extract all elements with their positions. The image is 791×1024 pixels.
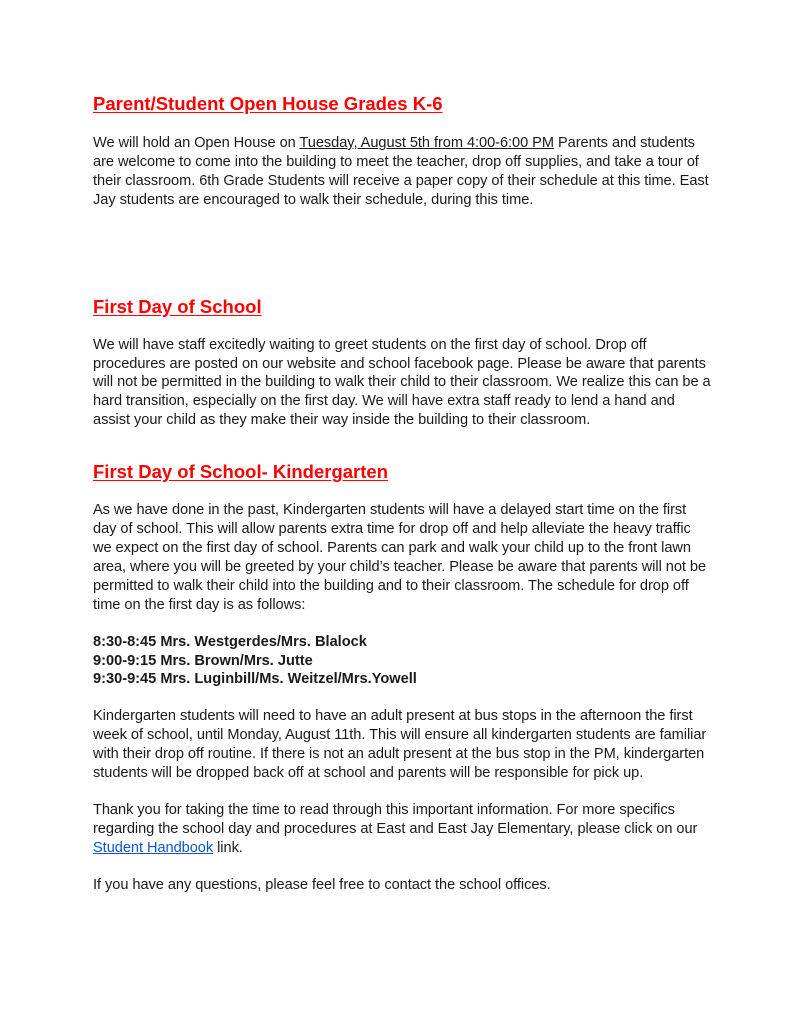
kindergarten-heading: First Day of School- Kindergarten [93,461,389,483]
document-page [93,92,713,895]
first-day-paragraph: We will have staff excitedly waiting to greet students on the first day of school. Drop off procedures are posted on our website and school facebook page. Please be aware that parents will not be permitted in the building to walk their child to their classroom. We realize this can be a hard transition, especially on the first day. We will have extra staff ready to lend a hand and assist your child as they make their way inside the building to their classroom. [93,336,711,429]
open-house-date-a: Tuesday [299,135,354,151]
bus-note-paragraph: Kindergarten students will need to have an adult present at bus stops in the afternoon the first week of school, until Monday, August 11th. This will ensure all kindergarten students are familiar with their drop off routine. If there is not an adult present at the bus stop in the PM, kindergarten students will be dropped back off at school and parents will be responsible for pick up. [93,708,707,782]
contact-paragraph: If you have any questions, please feel free to contact the school offices. [93,876,551,893]
schedule-line: 9:30-9:45 Mrs. Luginbill/Ms. Weitzel/Mrs.Yowell [93,671,417,688]
open-house-text-after: Parents and students are welcome to come into the building to meet the teacher, drop off supplies, and take a tour of their classroom. 6th Grade Students will receive a paper copy of their schedule at this time. East Jay students are encouraged to walk their schedule, during this time. [93,135,709,208]
thanks-link-suffix: link. [213,839,243,856]
kindergarten-schedule [93,633,713,690]
schedule-line: 9:00-9:15 Mrs. Brown/Mrs. Jutte [93,652,313,669]
thanks-paragraph [93,801,713,858]
schedule-line: 8:30-8:45 Mrs. Westgerdes/Mrs. Blalock [93,633,367,650]
kindergarten-intro-paragraph: As we have done in the past, Kindergarten students will have a delayed start time on the first day of school. This will allow parents extra time for drop off and help alleviate the heavy traffic we expect on the first day of school. Parents can park and walk your child up to the front lawn area, where you will be greeted by your child’s teacher. Please be aware that parents will not be permitted to walk their child into the building and to their classroom. The schedule for drop off time on the first day is as follows: [93,502,707,613]
thanks-text: Thank you for taking the time to read through this important information. For more specifics regarding the school day and procedures at East and East Jay Elementary, please click on our [93,801,698,837]
open-house-text-before: We will hold an Open House on [93,135,300,151]
student-handbook-link[interactable]: Student Handbook [93,839,214,856]
open-house-date-b: August 5th from 4:00-6:00 PM [357,135,554,151]
open-house-heading: Parent/Student Open House Grades K-6 [93,93,443,114]
first-day-heading: First Day of School [93,295,262,317]
open-house-date-sep: , [353,135,358,151]
open-house-paragraph [93,134,713,210]
